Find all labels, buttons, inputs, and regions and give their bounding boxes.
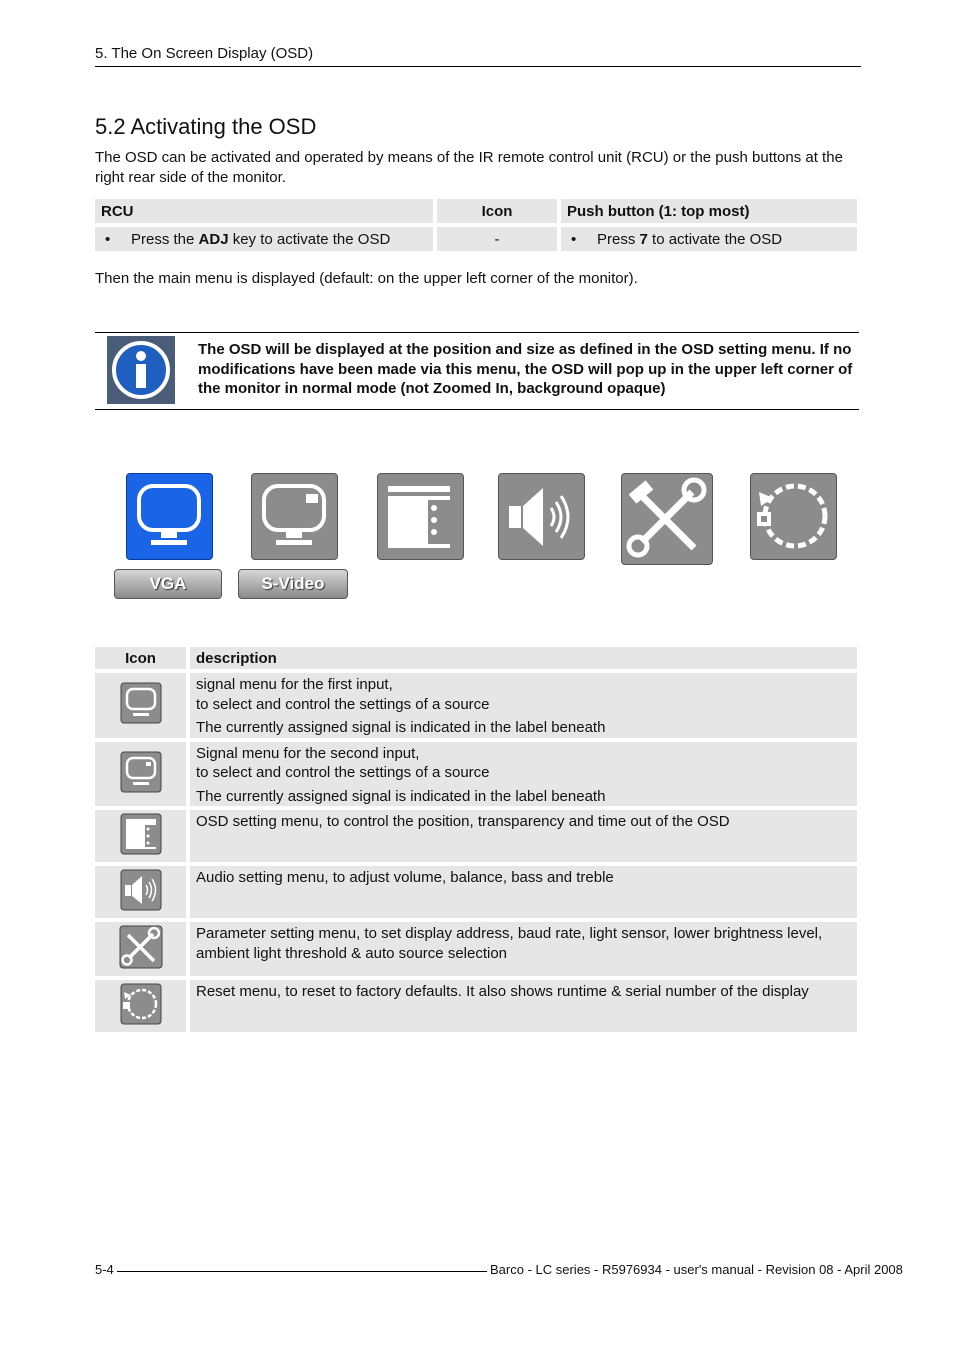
description-cell: signal menu for the first input, to select and control the settings of a source The currently assigned signal is indicated in the label beneath [190,673,857,738]
push-button-cell: • Press 7 to activate the OSD [561,227,857,251]
reset-icon[interactable] [750,473,837,560]
reset-icon [120,983,162,1025]
icon-cell [95,810,186,862]
rcu-header: RCU [95,199,433,223]
info-icon [107,336,175,404]
description-cell: OSD setting menu, to control the position, transparency and time out of the OSD [190,810,857,862]
osd-settings-icon [120,813,162,855]
icon-cell [95,922,186,976]
note-text: The OSD will be displayed at the position and size as defined in the OSD setting menu. If no modifications have been made via this menu, the OSD will pop up in the upper left corner of the monitor in normal mode (not Zoomed In, background opaque) [198,341,853,397]
note-rule-bottom [95,409,859,410]
monitor-icon [120,682,162,724]
svideo-label[interactable]: S-Video [238,569,348,599]
table-row [95,866,857,918]
rcu-cell: • Press the ADJ key to activate the OSD [95,227,433,251]
table-row [95,742,857,807]
description-col-header: description [190,647,857,669]
description-cell: Signal menu for the second input, to select and control the settings of a source The currently assigned signal is indicated in the label beneath [190,742,857,807]
bullet: • [105,230,111,248]
icon-cell: - [437,227,557,251]
icon-cell [95,742,186,807]
icon-cell [95,980,186,1032]
description-cell: Audio setting menu, to adjust volume, balance, bass and treble [190,866,857,918]
section-title: 5.2 Activating the OSD [95,114,317,139]
second-input-monitor-icon[interactable] [251,473,338,560]
table-row [95,673,857,738]
button-number: 7 [639,230,648,248]
table-row [95,922,857,976]
intro-paragraph: The OSD can be activated and operated by means of the IR remote control unit (RCU) or the push buttons at the right rear side of the monitor. [95,149,843,186]
table-row [95,810,857,862]
table-row [95,980,857,1032]
description-cell: Parameter setting menu, to set display address, baud rate, light sensor, lower brightness level, ambient light threshold & auto source selection [190,922,857,976]
osd-settings-icon[interactable] [377,473,464,560]
bullet: • [571,230,577,248]
after-table-text: Then the main menu is displayed (default: on the upper left corner of the monitor). [95,270,638,287]
page-number: 5-4 [95,1262,114,1277]
icon-cell [95,866,186,918]
adj-key: ADJ [198,230,229,248]
first-input-monitor-icon[interactable] [126,473,213,560]
activation-table [91,195,861,255]
description-cell: Reset menu, to reset to factory defaults. It also shows runtime & serial number of the display [190,980,857,1032]
header-rule [95,66,861,67]
speaker-icon[interactable] [498,473,585,560]
footer-doc-info: Barco - LC series - R5976934 - user's manual - Revision 08 - April 2008 [490,1262,903,1277]
icon-col-header: Icon [95,647,186,669]
tools-icon [119,925,163,969]
tools-icon[interactable] [621,473,713,565]
icon-description-table [91,643,861,1036]
vga-label[interactable]: VGA [114,569,222,599]
icon-cell [95,673,186,738]
monitor-pip-icon [120,751,162,793]
speaker-icon [120,869,162,911]
icon-header: Icon [437,199,557,223]
running-header: 5. The On Screen Display (OSD) [95,45,314,62]
footer-rule [117,1271,487,1272]
push-button-header: Push button (1: top most) [561,199,857,223]
note-rule-top [95,332,859,333]
